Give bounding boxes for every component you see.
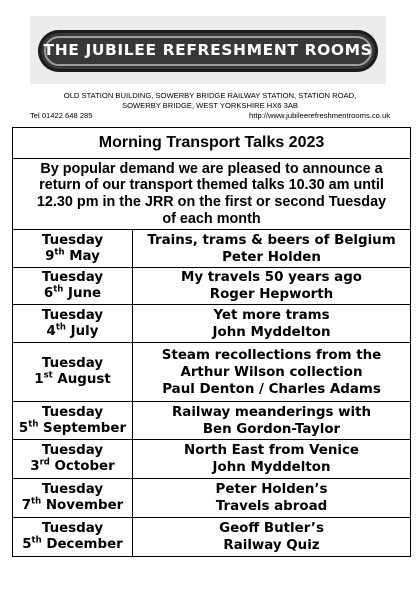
talk-row — [13, 230, 411, 268]
talk-date-number: 5 — [22, 537, 32, 552]
talk-date — [13, 440, 133, 479]
talk-day: Tuesday — [41, 232, 104, 248]
talk-title: Railway meanderings with — [171, 404, 372, 420]
talk-date-line — [15, 249, 130, 265]
intro-line: of each month — [162, 210, 261, 227]
talk-date-suffix: rd — [39, 457, 50, 468]
talk-month: November — [45, 498, 124, 513]
talk-date — [13, 479, 133, 518]
talk-speaker: Railway Quiz — [223, 538, 320, 553]
intro-line: By popular demand we are pleased to announce a — [40, 160, 383, 177]
intro-line: 12.30 pm in the JRR on the first or second Tuesday — [36, 194, 387, 210]
talk-date — [13, 402, 133, 440]
talk-date-line — [15, 421, 130, 437]
talk-details — [133, 268, 411, 305]
talks-body — [13, 128, 411, 557]
logo-banner — [30, 16, 386, 84]
talk-speaker: Paul Denton / Charles Adams — [162, 381, 381, 397]
talk-details — [133, 479, 411, 518]
talk-date-suffix: th — [54, 247, 65, 258]
talk-row — [13, 440, 411, 479]
talk-month: June — [67, 286, 102, 301]
talk-date-suffix: st — [43, 370, 53, 381]
talk-details — [133, 230, 411, 268]
talk-title: Steam recollections from the — [161, 347, 382, 363]
talk-title: Geoff Butler’s — [219, 521, 324, 536]
talk-date-number: 1 — [34, 372, 44, 387]
talk-date-number: 5 — [18, 420, 29, 436]
intro-text — [13, 159, 411, 230]
talk-month: December — [46, 537, 123, 552]
talk-row — [13, 268, 411, 305]
talk-details — [133, 440, 411, 479]
title-row — [13, 128, 411, 159]
talk-row — [13, 479, 411, 518]
talk-month: July — [70, 323, 99, 339]
talk-day: Tuesday — [41, 307, 104, 323]
website-link[interactable]: http://www.jubileerefreshmentrooms.co.uk — [249, 111, 390, 120]
talk-title: Peter Holden’s — [215, 482, 328, 497]
talk-date — [13, 230, 133, 268]
talk-row — [13, 518, 411, 557]
talk-day: Tuesday — [41, 270, 104, 285]
talk-details — [133, 518, 411, 557]
talk-date-suffix: th — [53, 284, 64, 295]
talk-speaker: John Myddelton — [212, 460, 331, 475]
talk-date-line — [15, 324, 130, 340]
talk-day: Tuesday — [41, 443, 104, 458]
talk-row — [13, 305, 411, 343]
telephone: Tel 01422 648 285 — [30, 111, 93, 120]
talk-speaker: Roger Hepworth — [209, 287, 334, 302]
talks-table — [12, 127, 411, 557]
talk-date-suffix: th — [28, 419, 39, 430]
talk-date — [13, 305, 133, 343]
talk-row — [13, 343, 411, 402]
intro-row — [13, 159, 411, 230]
talk-date-number: 9 — [45, 248, 55, 264]
talk-title: North East from Venice — [184, 443, 359, 458]
talk-speaker: Ben Gordon-Taylor — [202, 421, 341, 437]
talk-details — [133, 305, 411, 343]
talk-date-number: 4 — [46, 323, 56, 339]
talk-day: Tuesday — [41, 521, 104, 536]
talk-details — [133, 343, 411, 402]
talk-speaker: Travels abroad — [215, 499, 328, 514]
talk-date — [13, 518, 133, 557]
talk-date — [13, 343, 133, 402]
talk-title: Trains, trams & beers of Belgium — [147, 232, 396, 248]
talk-date-line — [15, 459, 130, 475]
talk-title: Arthur Wilson collection — [180, 364, 363, 380]
talk-month: August — [57, 372, 111, 387]
talk-title: Yet more trams — [213, 307, 330, 323]
talk-month: October — [54, 459, 115, 474]
talk-month: May — [69, 248, 100, 264]
address-line-2: SOWERBY BRIDGE, WEST YORKSHIRE HX6 3AB — [122, 101, 298, 110]
talk-details — [133, 402, 411, 440]
talk-date-suffix: th — [31, 535, 42, 546]
talk-row — [13, 402, 411, 440]
logo-text: THE JUBILEE REFRESHMENT ROOMS — [43, 41, 373, 59]
talk-date-suffix: th — [55, 322, 66, 333]
talk-date-number: 7 — [21, 498, 32, 513]
talk-date-line — [15, 286, 130, 302]
talk-date-line — [15, 372, 130, 388]
intro-line: return of our transport themed talks 10.30 am until — [39, 177, 384, 194]
talk-day: Tuesday — [41, 404, 104, 420]
page-title: Morning Transport Talks 2023 — [13, 128, 411, 159]
talk-day: Tuesday — [41, 482, 104, 497]
talk-speaker: John Myddelton — [212, 324, 331, 340]
talk-speaker: Peter Holden — [222, 249, 321, 265]
talk-date-suffix: th — [31, 496, 42, 507]
talk-date-line — [15, 537, 130, 553]
talk-date-line — [15, 498, 130, 514]
talk-day: Tuesday — [41, 356, 104, 371]
logo-sign — [38, 30, 378, 72]
talk-title: My travels 50 years ago — [181, 270, 362, 285]
talk-month: September — [43, 420, 127, 436]
talk-date-number: 6 — [43, 286, 54, 301]
talk-date — [13, 268, 133, 305]
talk-date-number: 3 — [30, 459, 40, 474]
address-line-1: OLD STATION BUILDING, SOWERBY BRIDGE RAILWAY STATION, STATION ROAD, — [63, 91, 357, 100]
